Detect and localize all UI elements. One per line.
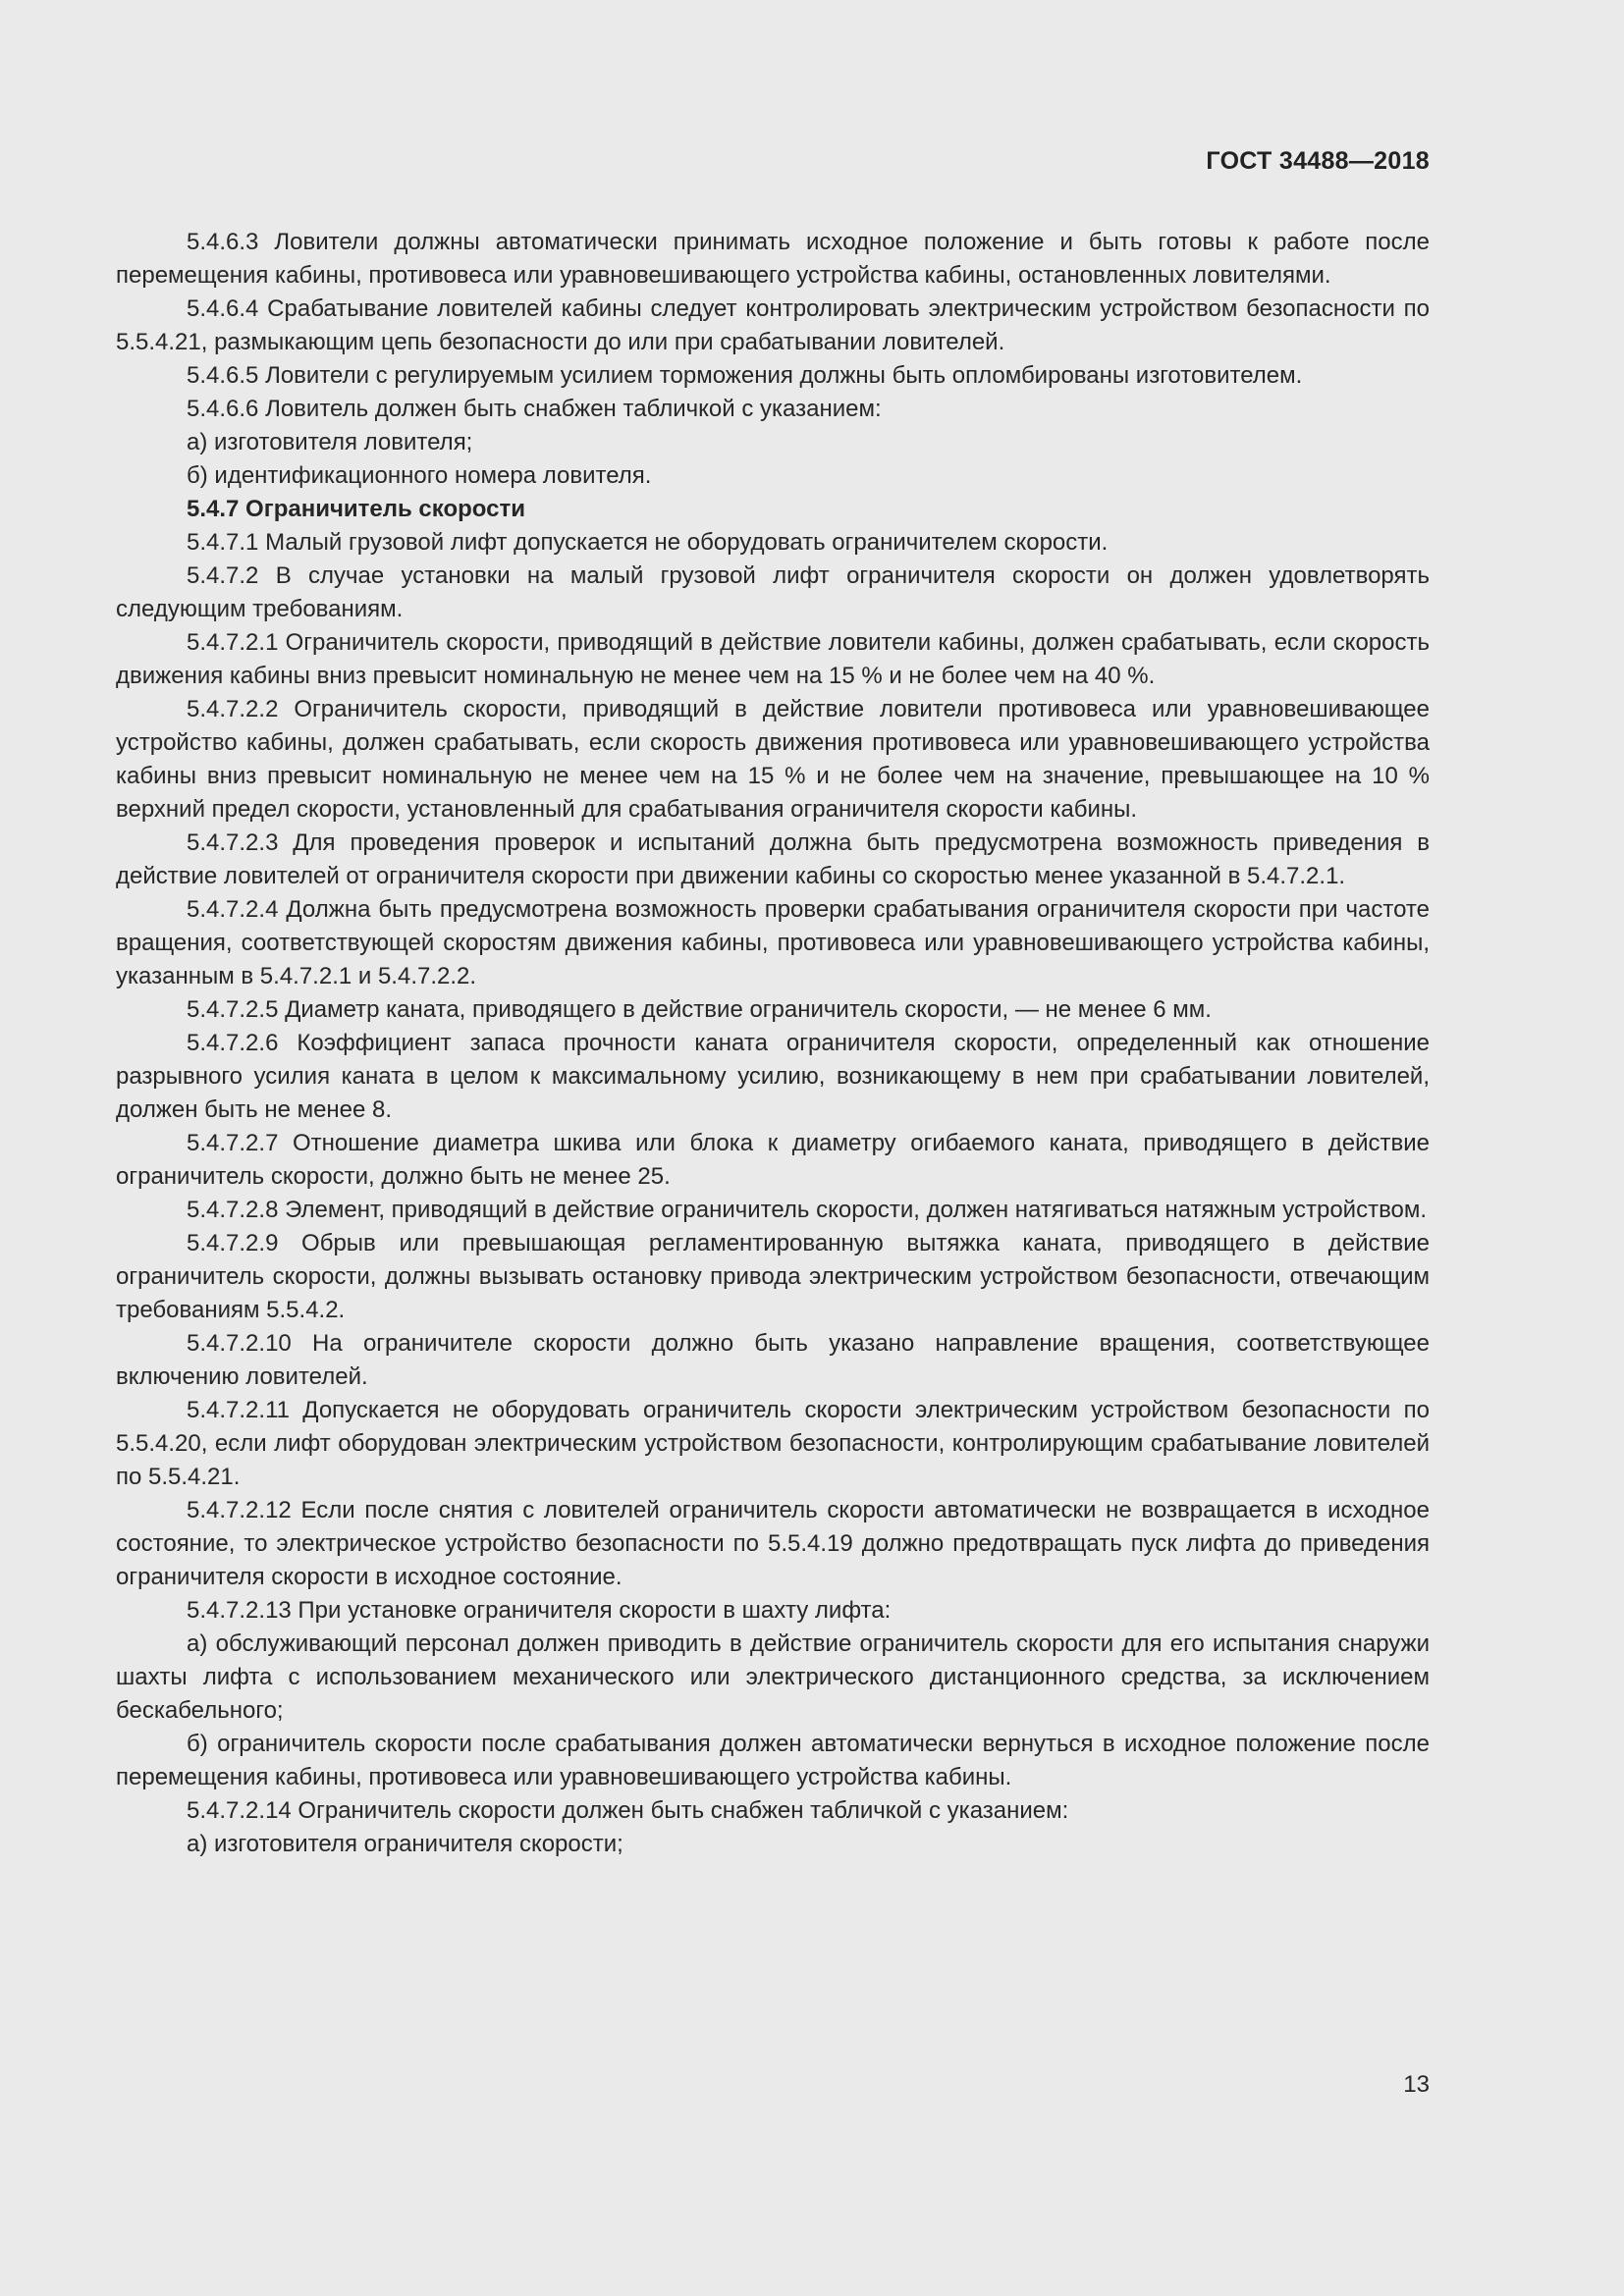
list-item: б) идентификационного номера ловителя. [187,462,652,489]
paragraph: 5.4.6.3 Ловители должны автоматически принимать исходное положение и быть готовы к работе после перемещения кабины, противовеса или уравновешивающего устройства кабины, остановленных ловителями. [116,229,1430,289]
section-heading: 5.4.7 Ограничитель скорости [187,496,525,522]
list-item: б) ограничитель скорости после срабатывания должен автоматически вернуться в исходное положение после перемещения кабины, противовеса или уравновешивающего устройства кабины. [116,1731,1430,1790]
paragraph: 5.4.7.2.13 При установке ограничителя скорости в шахту лифта: [187,1597,892,1624]
paragraph: 5.4.7.2.9 Обрыв или превышающая регламентированную вытяжка каната, приводящего в действие ограничитель скорости, должны вызывать остановку привода электрическим устройством безопасности, отвечающим требованиям 5.5.4.2. [116,1230,1430,1323]
paragraph: 5.4.7.1 Малый грузовой лифт допускается не оборудовать ограничителем скорости. [187,529,1109,556]
paragraph: 5.4.7.2.2 Ограничитель скорости, приводящий в действие ловители противовеса или уравновешивающее устройство кабины, должен срабатывать, если скорость движения противовеса или уравновешивающего устройства кабины вниз превысит номинальную не менее чем на 15 % и не более чем на значение, превышающее на 10 % верхний предел скорости, установленный для срабатывания ограничителя скорости кабины. [116,696,1430,823]
document-code-header: ГОСТ 34488—2018 [1206,147,1430,175]
paragraph: 5.4.7.2 В случае установки на малый грузовой лифт ограничителя скорости он должен удовлетворять следующим требованиям. [116,562,1430,622]
paragraph: 5.4.7.2.8 Элемент, приводящий в действие ограничитель скорости, должен натягиваться натяжным устройством. [187,1197,1428,1223]
page-number: 13 [1403,2071,1430,2098]
paragraph: 5.4.6.6 Ловитель должен быть снабжен табличкой с указанием: [187,396,882,422]
paragraph: 5.4.7.2.7 Отношение диаметра шкива или блока к диаметру огибаемого каната, приводящего в действие ограничитель скорости, должно быть не менее 25. [116,1130,1430,1190]
paragraph: 5.4.7.2.10 На ограничителе скорости должно быть указано направление вращения, соответствующее включению ловителей. [116,1330,1430,1390]
paragraph: 5.4.7.2.12 Если после снятия с ловителей ограничитель скорости автоматически не возвращается в исходное состояние, то электрическое устройство безопасности по 5.5.4.19 должно предотвращать пуск лифта до приведения ограничителя скорости в исходное состояние. [116,1497,1430,1590]
paragraph: 5.4.6.4 Срабатывание ловителей кабины следует контролировать электрическим устройством безопасности по 5.5.4.21, размыкающим цепь безопасности до или при срабатывании ловителей. [116,295,1430,355]
body-text [116,226,1430,1861]
paragraph: 5.4.7.2.3 Для проведения проверок и испытаний должна быть предусмотрена возможность приведения в действие ловителей от ограничителя скорости при движении кабины со скоростью менее указанной в 5.4.7.2.1. [116,829,1430,889]
paragraph: 5.4.7.2.11 Допускается не оборудовать ограничитель скорости электрическим устройством безопасности по 5.5.4.20, если лифт оборудован электрическим устройством безопасности, контролирующим срабатывание ловителей по 5.5.4.21. [116,1397,1430,1490]
list-item: а) изготовителя ограничителя скорости; [187,1831,623,1857]
list-item: а) обслуживающий персонал должен приводить в действие ограничитель скорости для его испытания снаружи шахты лифта с использованием механического или электрического дистанционного средства, за исключением бескабельного; [116,1630,1430,1724]
list-item: а) изготовителя ловителя; [187,429,473,455]
paragraph: 5.4.7.2.4 Должна быть предусмотрена возможность проверки срабатывания ограничителя скорости при частоте вращения, соответствующей скоростям движения кабины, противовеса или уравновешивающего устройства кабины, указанным в 5.4.7.2.1 и 5.4.7.2.2. [116,896,1430,989]
paragraph: 5.4.6.5 Ловители с регулируемым усилием торможения должны быть опломбированы изготовителем. [187,362,1303,389]
paragraph: 5.4.7.2.6 Коэффициент запаса прочности каната ограничителя скорости, определенный как отношение разрывного усилия каната в целом к максимальному усилию, возникающему в нем при срабатывании ловителей, должен быть не менее 8. [116,1030,1430,1123]
paragraph: 5.4.7.2.5 Диаметр каната, приводящего в действие ограничитель скорости, — не менее 6 мм. [187,996,1212,1023]
paragraph: 5.4.7.2.14 Ограничитель скорости должен быть снабжен табличкой с указанием: [187,1797,1069,1824]
paragraph: 5.4.7.2.1 Ограничитель скорости, приводящий в действие ловители кабины, должен срабатывать, если скорость движения кабины вниз превысит номинальную не менее чем на 15 % и не более чем на 40 %. [116,629,1430,689]
